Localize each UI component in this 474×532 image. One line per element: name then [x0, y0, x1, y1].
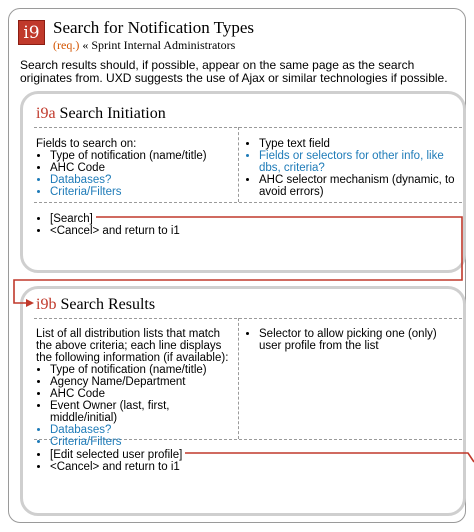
search-action-item[interactable]: • [Search]	[50, 213, 416, 225]
result-info-item: • Databases?	[50, 424, 234, 436]
edit-profile-exit-arrow	[185, 453, 474, 462]
panel-a-title: Search Initiation	[59, 105, 166, 122]
panel-a-left-heading: Fields to search on:	[36, 138, 137, 150]
result-info-item: • Event Owner (last, first, middle/initial)	[50, 400, 234, 424]
search-control-item: • Fields or selectors for other info, like dbs, criteria?	[259, 150, 455, 174]
audience-label: « Sprint Internal Administrators	[82, 38, 236, 52]
result-action-item[interactable]: • [Edit selected user profile]	[50, 449, 416, 461]
search-field-item: • AHC Code	[50, 162, 232, 174]
panel-b-left-heading: List of all distribution lists that match the above criteria; each line displays the following information (if available):	[36, 328, 229, 364]
requirement-tag: (req.)	[53, 38, 80, 52]
result-info-item: • Type of notification (name/title)	[50, 364, 234, 376]
intro-text: Search results should, if possible, appear on the same page as the search originates from. UXD suggests the use of Ajax or similar technologies if possible.	[20, 58, 448, 85]
screen-title: Search for Notification Types	[53, 18, 255, 37]
search-control-item: • Type text field	[259, 138, 455, 150]
panel-b-title: Search Results	[60, 296, 156, 313]
search-action-item[interactable]: • <Cancel> and return to i1	[50, 225, 416, 237]
search-arrowhead	[26, 299, 34, 307]
result-info-item: • Agency Name/Department	[50, 376, 234, 388]
panel-b-id: i9b	[36, 296, 57, 313]
search-to-results-arrow	[14, 217, 462, 303]
search-field-item: • Databases?	[50, 174, 232, 186]
search-control-item: • AHC selector mechanism (dynamic, to avoid errors)	[259, 174, 455, 198]
search-field-item: • Criteria/Filters	[50, 186, 232, 198]
result-info-item: • AHC Code	[50, 388, 234, 400]
result-control-item: • Selector to allow picking one (only) user profile from the list	[259, 328, 450, 352]
result-action-item[interactable]: • <Cancel> and return to i1	[50, 461, 416, 473]
result-info-item: • Criteria/Filters	[50, 436, 234, 448]
panel-a-id: i9a	[36, 105, 56, 122]
search-field-item: • Type of notification (name/title)	[50, 150, 232, 162]
screen-id-badge: i9	[18, 20, 45, 45]
